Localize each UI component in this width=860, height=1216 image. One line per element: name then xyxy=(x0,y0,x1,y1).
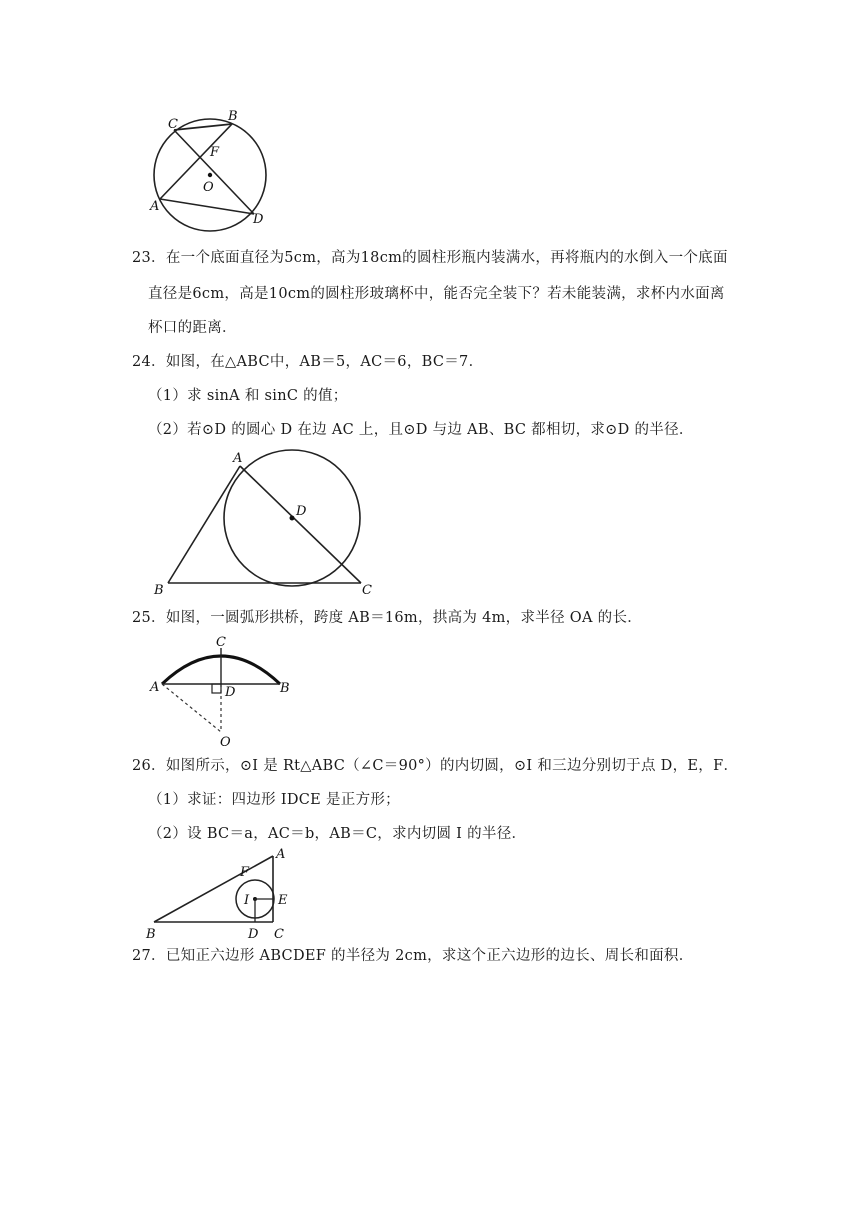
label-f: F xyxy=(210,145,220,160)
label-b: B xyxy=(228,109,238,124)
label-c: C xyxy=(362,583,372,598)
triangle-circle-figure xyxy=(145,446,380,598)
label-b: B xyxy=(280,681,290,696)
label-d: D xyxy=(225,685,236,700)
label-f: F xyxy=(240,865,250,880)
label-c: C xyxy=(168,117,178,132)
q23-line-3: 杯口的距离． xyxy=(148,320,237,336)
label-b: B xyxy=(154,583,164,598)
q27-line-1: 27．已知正六边形 ABCDEF 的半径为 2cm，求这个正六边形的边长、周长和面积． xyxy=(132,948,694,964)
label-b: B xyxy=(146,927,156,942)
label-d: D xyxy=(296,504,307,519)
label-c: C xyxy=(216,635,226,650)
label-a: A xyxy=(233,451,243,466)
q24-part-1: （1）求 sinA 和 sinC 的值； xyxy=(148,388,348,404)
q26-part-1: （1）求证：四边形 IDCE 是正方形； xyxy=(148,792,400,808)
label-d: D xyxy=(248,927,259,942)
label-a: A xyxy=(150,199,160,214)
label-d: D xyxy=(253,212,264,227)
label-e: E xyxy=(278,893,288,908)
q25-line-1: 25．如图，一圆弧形拱桥，跨度 AB＝16m，拱高为 4m，求半径 OA 的长． xyxy=(132,610,643,626)
label-o: O xyxy=(220,735,231,750)
incircle-triangle-figure xyxy=(140,846,300,942)
q26-line-1: 26．如图所示，⊙I 是 Rt△ABC（∠C＝90°）的内切圆，⊙I 和三边分别切于点 D，E，F． xyxy=(132,758,739,774)
q23-line-1: 23．在一个底面直径为5cm，高为18cm的圆柱形瓶内装满水，再将瓶内的水倒入一个底面 xyxy=(132,250,728,266)
label-o: O xyxy=(203,180,214,195)
q24-part-2: （2）若⊙D 的圆心 D 在边 AC 上，且⊙D 与边 AB、BC 都相切，求⊙D 的半径． xyxy=(148,422,694,438)
q26-part-2: （2）设 BC＝a，AC＝b，AB＝C，求内切圆 I 的半径． xyxy=(148,826,527,842)
label-i: I xyxy=(244,893,250,908)
label-a: A xyxy=(276,847,286,862)
label-a: A xyxy=(150,680,160,695)
arch-bridge-figure xyxy=(148,632,298,750)
circle-chords-figure xyxy=(140,104,285,234)
q24-line-1: 24．如图，在△ABC中，AB＝5，AC＝6，BC＝7． xyxy=(132,354,484,370)
q23-line-2: 直径是6cm，高是10cm的圆柱形玻璃杯中，能否完全装下？若未能装满，求杯内水面离 xyxy=(148,286,725,302)
label-c: C xyxy=(274,927,284,942)
